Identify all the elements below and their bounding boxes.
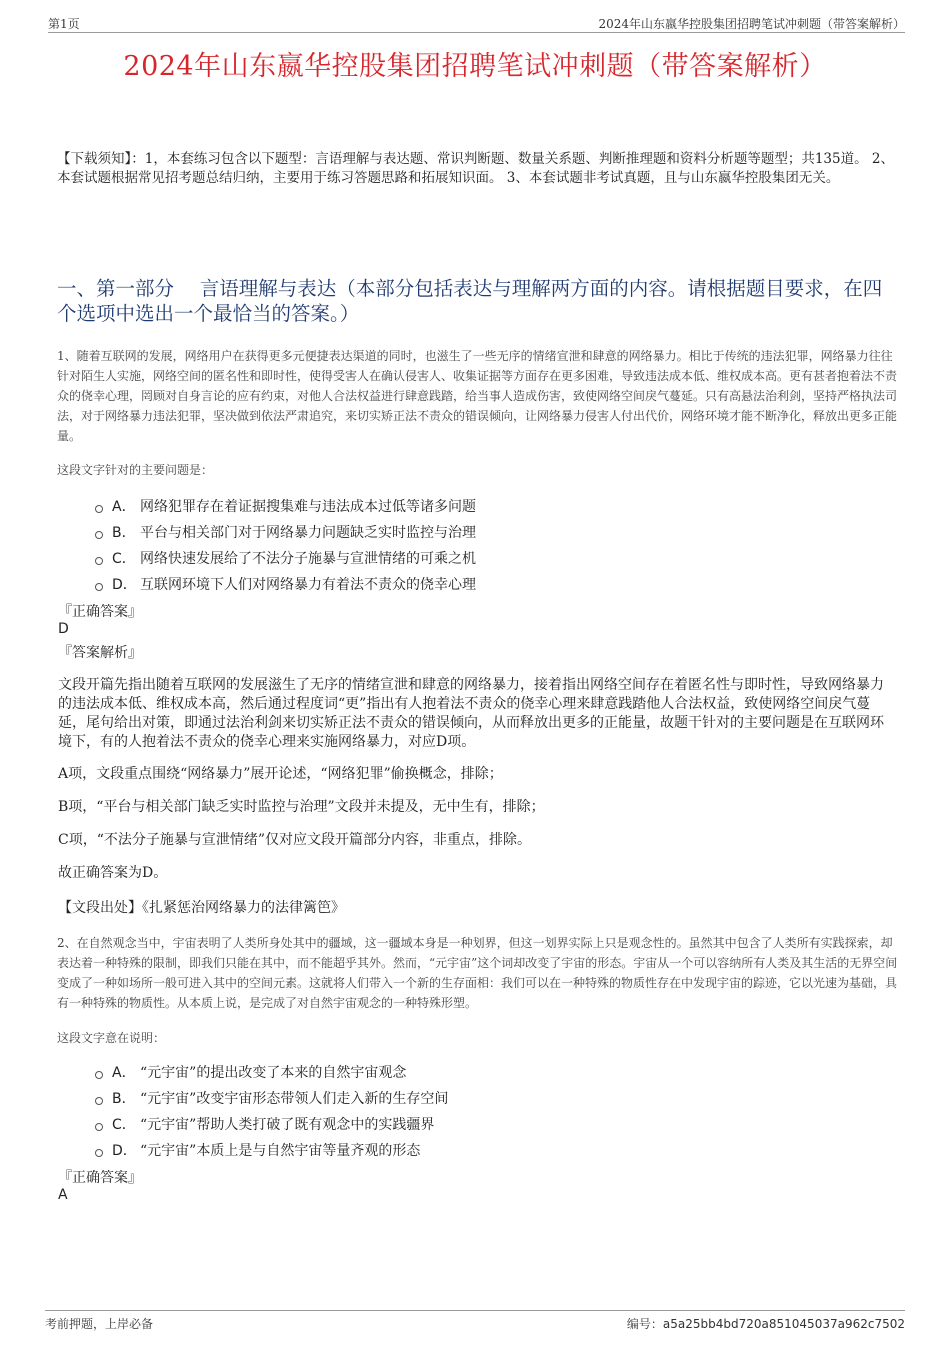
option-d[interactable]: D． “元宇宙”本质上是与自然宇宙等量齐观的形态 xyxy=(95,1137,902,1163)
analysis-label: 『答案解析』 xyxy=(58,645,142,661)
analysis-option-b: B项，“平台与相关部门缺乏实时监控与治理”文段并未提及，无中生有，排除； xyxy=(58,799,545,815)
option-d[interactable]: D． 互联网环境下人们对网络暴力有着法不责众的侥幸心理 xyxy=(95,571,902,597)
option-a[interactable]: A． “元宇宙”的提出改变了本来的自然宇宙观念 xyxy=(95,1059,902,1085)
radio-icon[interactable] xyxy=(95,583,103,591)
option-text: “元宇宙”改变宇宙形态带领人们走入新的生存空间 xyxy=(140,1091,449,1107)
section-heading: 一、第一部分 言语理解与表达（本部分包括表达与理解两方面的内容。请根据题目要求，在四个选项中选出一个最恰当的答案。） xyxy=(57,277,883,325)
option-text: “元宇宙”帮助人类打破了既有观念中的实践疆界 xyxy=(140,1117,435,1133)
option-text: 网络快速发展给了不法分子施暴与宣泄情绪的可乘之机 xyxy=(140,551,476,567)
page-number: 第1页 xyxy=(48,17,80,31)
question-2-prompt: 这段文字意在说明： xyxy=(57,1031,166,1045)
question-2-options xyxy=(95,1059,902,1163)
code-label: 编号： xyxy=(626,1317,663,1331)
page-header xyxy=(48,14,905,33)
footer-code xyxy=(627,1315,905,1332)
radio-icon[interactable] xyxy=(95,1071,103,1079)
header-doc-title: 2024年山东嬴华控股集团招聘笔试冲刺题（带答案解析） xyxy=(598,17,905,31)
radio-icon[interactable] xyxy=(95,531,103,539)
analysis-option-c: C项，“不法分子施暴与宣泄情绪”仅对应文段开篇部分内容，非重点，排除。 xyxy=(58,832,532,848)
option-text: “元宇宙”本质上是与自然宇宙等量齐观的形态 xyxy=(140,1143,421,1159)
answer-label: 『正确答案』 xyxy=(58,1170,142,1186)
answer-value: D xyxy=(58,621,69,637)
code-value: a5a25bb4bd720a851045037a962c7502 xyxy=(662,1317,905,1331)
download-notice: 【下载须知】：1，本套练习包含以下题型：言语理解与表达题、常识判断题、数量关系题、判断推理题和资料分析题等题型；共135道。 2、本套试题根据常见招考题总结归纳，主要用于练习答题思路和拓展知识面。 3、本套试题非考试真题，且与山东嬴华控股集团无关。 xyxy=(57,151,894,186)
page-title: 2024年山东嬴华控股集团招聘笔试冲刺题（带答案解析） xyxy=(123,51,827,82)
radio-icon[interactable] xyxy=(95,1123,103,1131)
analysis-paragraph: 文段开篇先指出随着互联网的发展滋生了无序的情绪宣泄和肆意的网络暴力，接着指出网络空间存在着匿名性与即时性，导致网络暴力的违法成本低、维权成本高，然后通过程度词“更”指出有人抱着法不责众的侥幸心理来肆意践踏他人合法权益，致使网络空间戾气蔓延，尾句给出对策，即通过法治利剑来切实矫正法不责众的错误倾向，从而释放出更多的正能量，故题干针对的主要问题是在互联网环境下，有的人抱着法不责众的侥幸心理来实施网络暴力，对应D项。 xyxy=(58,677,884,750)
question-1-options xyxy=(95,493,902,597)
radio-icon[interactable] xyxy=(95,1149,103,1157)
footer-slogan: 考前押题，上岸必备 xyxy=(45,1317,154,1331)
analysis-option-a: A项，文段重点围绕“网络暴力”展开论述，“网络犯罪”偷换概念，排除； xyxy=(58,766,503,782)
answer-value: A xyxy=(58,1187,68,1203)
option-a[interactable]: A． 网络犯罪存在着证据搜集难与违法成本过低等诸多问题 xyxy=(95,493,902,519)
radio-icon[interactable] xyxy=(95,1097,103,1105)
radio-icon[interactable] xyxy=(95,505,103,513)
option-b[interactable]: B． “元宇宙”改变宇宙形态带领人们走入新的生存空间 xyxy=(95,1085,902,1111)
analysis-conclusion: 故正确答案为D。 xyxy=(58,865,168,881)
option-c[interactable]: C． “元宇宙”帮助人类打破了既有观念中的实践疆界 xyxy=(95,1111,902,1137)
option-b[interactable]: B． 平台与相关部门对于网络暴力问题缺乏实时监控与治理 xyxy=(95,519,902,545)
option-text: “元宇宙”的提出改变了本来的自然宇宙观念 xyxy=(140,1065,407,1081)
question-2-text: 2、在自然观念当中，宇宙表明了人类所身处其中的疆域，这一疆域本身是一种划界，但这一划界实际上只是观念性的。虽然其中包含了人类所有实践探索，却表达着一种特殊的限制，即我们只能在其中，而不能超乎其外。然而，“元宇宙”这个词却改变了宇宙的形态。宇宙从一个可以容纳所有人类及其生活的无界空间变成了一种如场所一般可进入其中的空间元素。这就将人们带入一个新的生存面相：我们可以在一种特殊的物质性存在中发现宇宙的踪迹，它以光速为基础，具有一种特殊的物质性。从本质上说，是完成了对自然宇宙观念的一种特殊形塑。 xyxy=(57,936,898,1010)
source-citation: 【文段出处】《扎紧惩治网络暴力的法律篱笆》 xyxy=(58,900,345,916)
page-footer xyxy=(45,1310,905,1331)
question-1-prompt: 这段文字针对的主要问题是： xyxy=(57,463,214,477)
option-text: 网络犯罪存在着证据搜集难与违法成本过低等诸多问题 xyxy=(140,499,476,515)
radio-icon[interactable] xyxy=(95,557,103,565)
option-text: 平台与相关部门对于网络暴力问题缺乏实时监控与治理 xyxy=(140,525,476,541)
answer-label: 『正确答案』 xyxy=(58,604,142,620)
option-text: 互联网环境下人们对网络暴力有着法不责众的侥幸心理 xyxy=(140,577,476,593)
question-1-text: 1、随着互联网的发展，网络用户在获得更多元便捷表达渠道的同时，也滋生了一些无序的情绪宣泄和肆意的网络暴力。相比于传统的违法犯罪，网络暴力往往针对陌生人实施，网络空间的匿名性和即时性，使得受害人在确认侵害人、收集证据等方面存在更多困难，导致违法成本低、维权成本高。更有甚者抱着法不责众的侥幸心理，罔顾对自身言论的应有约束，对他人合法权益进行肆意践踏，给当事人造成伤害，致使网络空间戾气蔓延。只有高悬法治利剑，坚持严格执法司法，对于网络暴力违法犯罪，坚决做到依法严肃追究，来切实矫正法不责众的错误倾向，让网络暴力侵害人付出代价，网络环境才能不断净化，释放出更多正能量。 xyxy=(57,349,898,443)
option-c[interactable]: C． 网络快速发展给了不法分子施暴与宣泄情绪的可乘之机 xyxy=(95,545,902,571)
